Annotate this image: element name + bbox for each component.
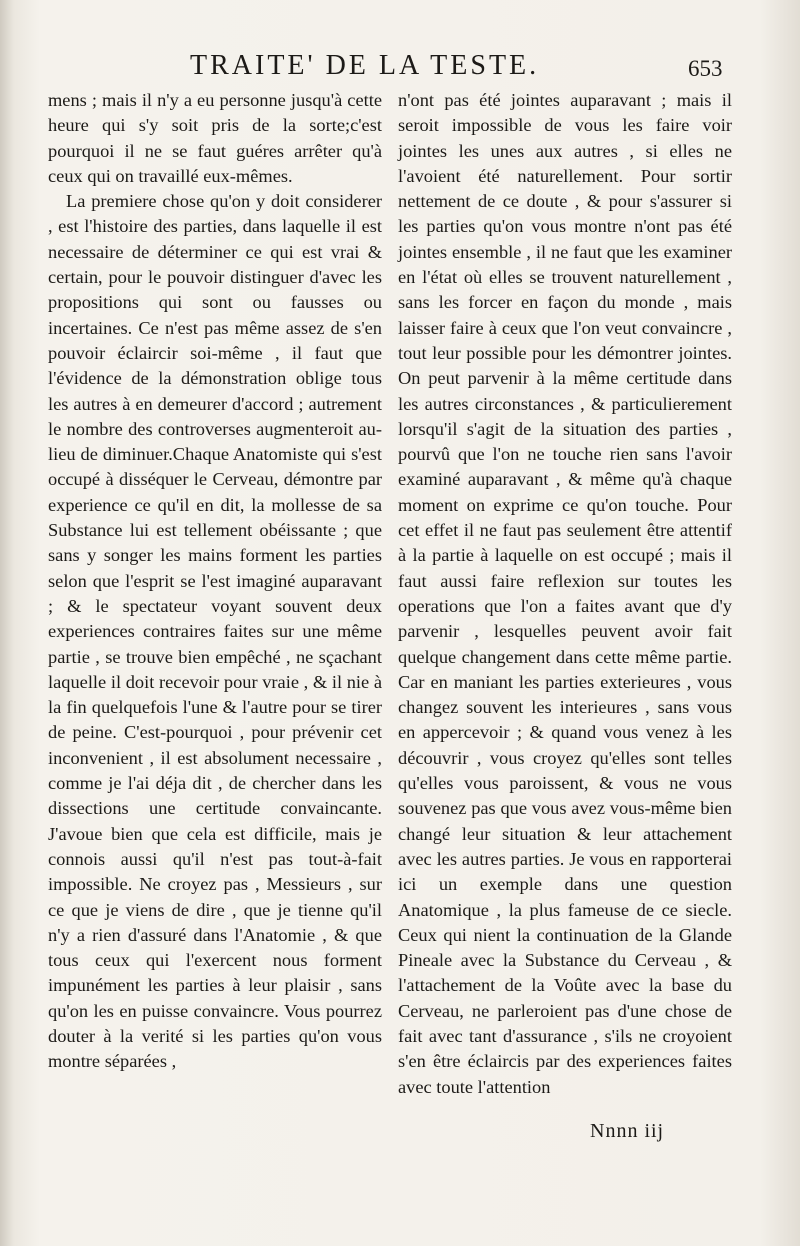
right-paragraph-1: n'ont pas été jointes auparavant ; mais il seroit impossible de vous les faire voir jointes les unes aux autres , si elles ne l'avoient été naturellement. Pour sortir nettement de ce doute , & pour s'assurer si les parties qu'on vous montre n'ont pas été jointes ensemble , il ne faut que les examiner en l'état où elles se trouvent naturellement , sans les forcer en façon du monde , mais laisser faire à ceux que l'on veut convaincre , tout leur possible pour les démontrer jointes. On peut parvenir à la même certitude dans les autres circonstances , & particulierement lorsqu'il s'agit de la situation des parties , pourvû que l'on ne touche rien sans l'avoir examiné auparavant , & même qu'à chaque moment on exprime ce qu'on touche. Pour cet effet il ne faut pas seulement être attentif à la partie à laquelle on est occupé ; mais il faut aussi faire reflexion sur toutes les operations que l'on a faites avant que d'y parvenir , lesquelles peuvent avoir fait quelque changement dans cette même partie. Car en maniant les parties exterieures , vous changez souvent les interieures , sans vous en appercevoir ; & quand vous venez à les découvrir , vous croyez qu'elles sont telles qu'elles vous paroissent, & vous ne vous souvenez pas que vous avez vous-même bien changé leur situation & leur attachement avec les autres parties. Je vous en rapporterai ici un exemple dans une question Anatomique , la plus fameuse de ce siecle. Ceux qui nient la continuation de la Glande Pineale avec la Substance du Cerveau , & l'attachement de la Voûte avec la base du Cerveau, ne parleroient pas d'une chose de fait avec tant d'assurance , s'ils ne croyoient s'en être éclaircis par des experiences faites avec toute l'attention <box>398 90 732 1097</box>
right-column <box>398 88 732 1100</box>
page-number: 653 <box>688 56 723 81</box>
left-paragraph-1: mens ; mais il n'y a eu personne jusqu'à cette heure qui s'y soit pris de la sorte;c'est pourquoi il ne se faut guéres arrêter qu'à ceux qui on travaillé eux-mêmes. <box>48 90 382 186</box>
signature-mark: Nnnn iij <box>590 1120 665 1142</box>
page-header <box>0 48 800 92</box>
left-paragraph-2: La premiere chose qu'on y doit considerer , est l'histoire des parties, dans laquelle il est necessaire de déterminer ce qui est vrai & certain, pour le pouvoir distinguer d'avec les propositions qui sont ou fausses ou incertaines. Ce n'est pas même assez de s'en pouvoir éclaircir soi-même , il faut que l'évidence de la démonstration oblige tous les autres à en demeurer d'accord ; autrement le nombre des controverses augmenteroit au-lieu de diminuer.Chaque Anatomiste qui s'est occupé à disséquer le Cerveau, démontre par experience ce qu'il en dit, la mollesse de sa Substance lui est tellement obéissante ; que sans y songer les mains forment les parties selon que l'esprit se l'est imaginé auparavant ; & le spectateur voyant souvent deux experiences contraires faites sur une même partie , se trouve bien empêché , ne sçachant laquelle il doit recevoir pour vraie , & il nie à la fin quelquefois l'une & l'autre pour se tirer de peine. C'est-pourquoi , pour prévenir cet inconvenient , il est absolument necessaire , comme je l'ai déja dit , de chercher dans les dissections une certitude convaincante. J'avoue bien que cela est difficile, mais je connois aussi qu'il n'est pas tout-à-fait impossible. Ne croyez pas , Messieurs , sur ce que je viens de dire , que je tienne qu'il n'y a rien d'assuré dans l'Anatomie , & que tous ceux qui l'exercent nous forment impunément les parties à leur plaisir , sans qu'on les en puisse convaincre. Vous pourrez douter à la verité si les parties qu'on vous montre séparées , <box>48 191 382 1072</box>
left-column <box>48 88 382 1075</box>
running-title: TRAITE' DE LA TESTE. <box>190 50 540 81</box>
